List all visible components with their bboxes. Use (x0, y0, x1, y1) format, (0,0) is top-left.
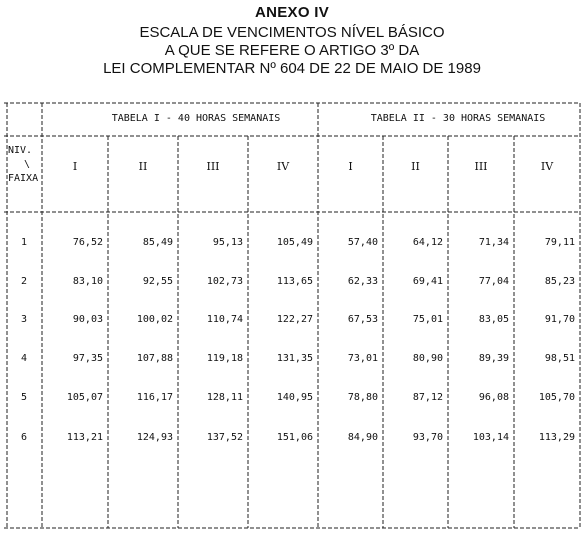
value-cell: 105,70 (538, 392, 575, 403)
value-cell: 80,90 (412, 353, 443, 364)
faixa-header: I (348, 160, 353, 173)
value-cell: 151,06 (276, 432, 313, 443)
faixa-header: IV (276, 160, 290, 173)
value-cell: 57,40 (347, 237, 378, 248)
subtitle-line-2: A QUE SE REFERE O ARTIGO 3º DA (164, 42, 420, 59)
faixa-column-headers (73, 160, 554, 173)
value-cell: 122,27 (276, 314, 313, 325)
table-body (21, 237, 575, 443)
value-cell: 78,80 (347, 392, 378, 403)
value-cell: 67,53 (347, 314, 378, 325)
value-cell: 113,21 (66, 432, 103, 443)
value-cell: 91,70 (544, 314, 575, 325)
value-cell: 85,23 (544, 276, 575, 287)
value-cell: 64,12 (412, 237, 443, 248)
value-cell: 73,01 (347, 353, 378, 364)
value-cell: 93,70 (412, 432, 443, 443)
value-cell: 76,52 (72, 237, 103, 248)
faixa-header: II (411, 160, 420, 173)
row-header-text: FAIXA (8, 173, 39, 184)
nivel-cell: 1 (20, 237, 28, 248)
nivel-cell: 2 (20, 276, 28, 287)
table-row (21, 392, 575, 403)
value-cell: 95,13 (212, 237, 243, 248)
value-cell: 103,14 (472, 432, 509, 443)
value-cell: 69,41 (412, 276, 443, 287)
table-row (21, 432, 575, 443)
nivel-cell: 4 (20, 353, 28, 364)
value-cell: 107,88 (136, 353, 173, 364)
value-cell: 83,10 (72, 276, 103, 287)
faixa-header: III (474, 160, 488, 173)
value-cell: 102,73 (206, 276, 243, 287)
value-cell: 98,51 (544, 353, 575, 364)
nivel-cell: 3 (20, 314, 28, 325)
value-cell: 89,39 (478, 353, 509, 364)
faixa-header: I (72, 160, 78, 173)
faixa-header: III (206, 160, 220, 173)
table-1-header: TABELA I - 40 HORAS SEMANAIS (111, 113, 281, 124)
value-cell: 87,12 (412, 392, 443, 403)
nivel-cell: 6 (20, 432, 28, 443)
value-cell: 131,35 (276, 353, 313, 364)
table-row (21, 237, 575, 248)
value-cell: 100,02 (136, 314, 173, 325)
value-cell: 116,17 (136, 392, 173, 403)
value-cell: 84,90 (347, 432, 378, 443)
table-2-header: TABELA II - 30 HORAS SEMANAIS (370, 113, 546, 124)
faixa-header: IV (540, 160, 554, 173)
row-header-label (8, 145, 38, 184)
value-cell: 128,11 (206, 392, 243, 403)
table-row (21, 276, 575, 287)
value-cell: 79,11 (544, 237, 575, 248)
value-cell: 113,29 (538, 432, 575, 443)
value-cell: 92,55 (142, 276, 173, 287)
nivel-cell: 5 (20, 392, 28, 403)
value-cell: 96,08 (478, 392, 509, 403)
subtitle-line-1: ESCALA DE VENCIMENTOS NÍVEL BÁSICO (139, 24, 445, 41)
row-header-text: \ (24, 159, 31, 170)
value-cell: 90,03 (72, 314, 103, 325)
value-cell: 77,04 (478, 276, 509, 287)
table-row (21, 353, 575, 364)
value-cell: 105,07 (66, 392, 103, 403)
value-cell: 124,93 (136, 432, 173, 443)
value-cell: 85,49 (142, 237, 173, 248)
value-cell: 71,34 (478, 237, 509, 248)
value-cell: 75,01 (412, 314, 443, 325)
subtitle-line-3: LEI COMPLEMENTAR Nº 604 DE 22 DE MAIO DE 1989 (103, 60, 481, 77)
value-cell: 140,95 (276, 392, 313, 403)
value-cell: 119,18 (206, 353, 243, 364)
annex-title: ANEXO IV (254, 4, 330, 21)
value-cell: 105,49 (276, 237, 313, 248)
table-row (21, 314, 575, 325)
value-cell: 113,65 (276, 276, 313, 287)
value-cell: 83,05 (478, 314, 509, 325)
value-cell: 137,52 (206, 432, 243, 443)
value-cell: 97,35 (72, 353, 103, 364)
row-header-text: NIV. (8, 145, 33, 156)
value-cell: 110,74 (206, 314, 243, 325)
value-cell: 62,33 (347, 276, 378, 287)
faixa-header: II (138, 160, 148, 173)
